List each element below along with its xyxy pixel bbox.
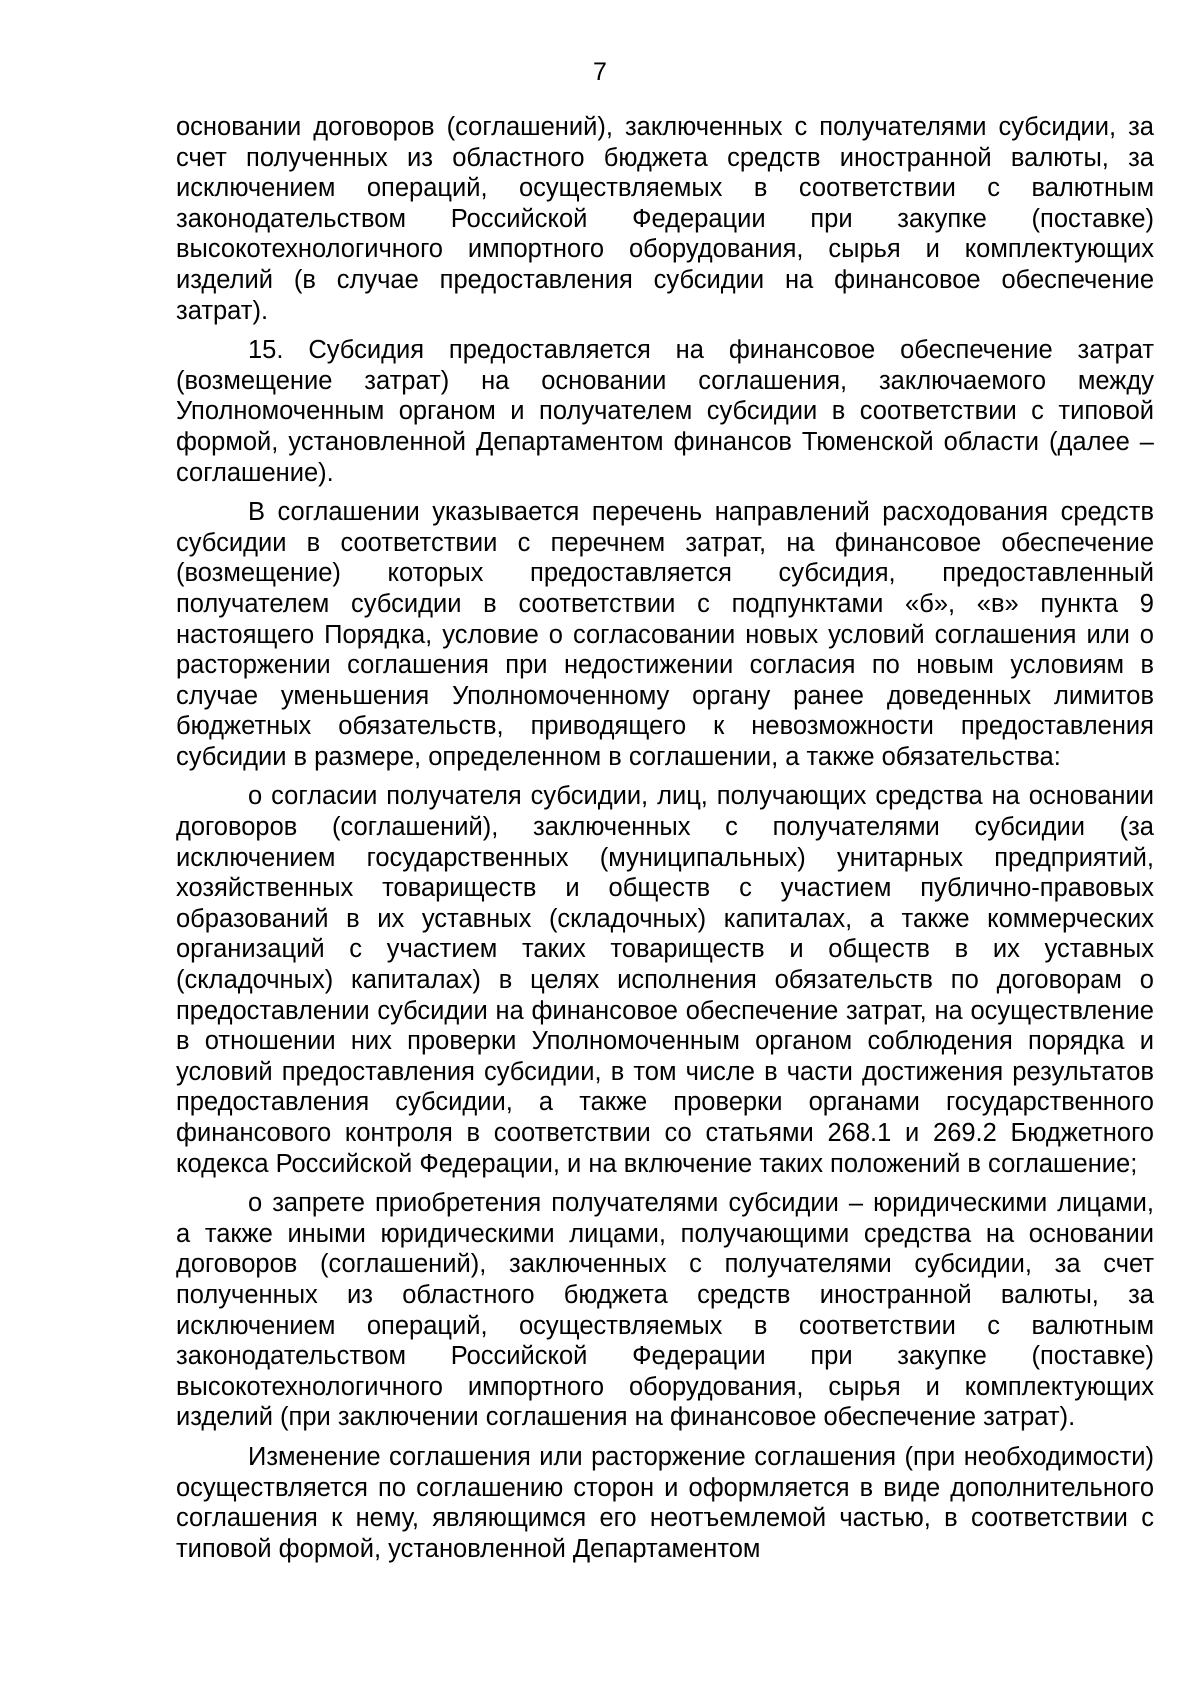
paragraph-agreement-contents: В соглашении указывается перечень направлений расходования средств субсидии в соответствии с перечнем затрат, на финансовое обеспечение (возмещение) которых предоставляется субсидия, предоставленный получателем субсидии в соответствии с подпунктами «б», «в» пункта 9 настоящего Порядка, условие о согласовании новых условий соглашения или о расторжении соглашения при недостижении согласия по новым условиям в случае уменьшения Уполномоченному органу ранее доведенных лимитов бюджетных обязательств, приводящего к невозможности предоставления субсидии в размере, определенном в соглашении, а также обязательства:	[176, 498, 1154, 771]
paragraph-currency-prohibition: о запрете приобретения получателями субсидии – юридическими лицами, а также иными юридическими лицами, получающими средства на основании договоров (соглашений), заключенных с получателями субсидии, за счет полученных из областного бюджета средств иностранной валюты, за исключением операций, осуществляемых в соответствии с валютным законодательством Российской Федерации при закупке (поставке) высокотехнологичного импортного оборудования, сырья и комплектующих изделий (при заключении соглашения на финансовое обеспечение затрат).	[176, 1189, 1154, 1432]
paragraph-agreement-amendment: Изменение соглашения или расторжение соглашения (при необходимости) осуществляется по соглашению сторон и оформляется в виде дополнительного соглашения к нему, являющимся его неотъемлемой частью, в соответствии с типовой формой, установленной Департаментом	[176, 1442, 1154, 1563]
document-body	[176, 112, 1154, 1573]
page-number: 7	[593, 58, 607, 86]
paragraph-consent-obligation: о согласии получателя субсидии, лиц, получающих средства на основании договоров (соглашений), заключенных с получателями субсидии (за исключением государственных (муниципальных) унитарных предприятий, хозяйственных товариществ и обществ с участием публично-правовых образований в их уставных (складочных) капиталах, а также коммерческих организаций с участием таких товариществ и обществ в их уставных (складочных) капиталах) в целях исполнения обязательств по договорам о предоставлении субсидии на финансовое обеспечение затрат, на осуществление в отношении них проверки Уполномоченным органом соблюдения порядка и условий предоставления субсидии, в том числе в части достижения результатов предоставления субсидии, а также проверки органами государственного финансового контроля в соответствии со статьями 268.1 и 269.2 Бюджетного кодекса Российской Федерации, и на включение таких положений в соглашение;	[176, 782, 1154, 1178]
paragraph-continuation: основании договоров (соглашений), заключенных с получателями субсидии, за счет полученных из областного бюджета средств иностранной валюты, за исключением операций, осуществляемых в соответствии с валютным законодательством Российской Федерации при закупке (поставке) высокотехнологичного импортного оборудования, сырья и комплектующих изделий (в случае предоставления субсидии на финансовое обеспечение затрат).	[176, 113, 1154, 325]
paragraph-clause-15: 15. Субсидия предоставляется на финансовое обеспечение затрат (возмещение затрат) на основании соглашения, заключаемого между Уполномоченным органом и получателем субсидии в соответствии с типовой формой, установленной Департаментом финансов Тюменской области (далее – соглашение).	[176, 336, 1154, 487]
